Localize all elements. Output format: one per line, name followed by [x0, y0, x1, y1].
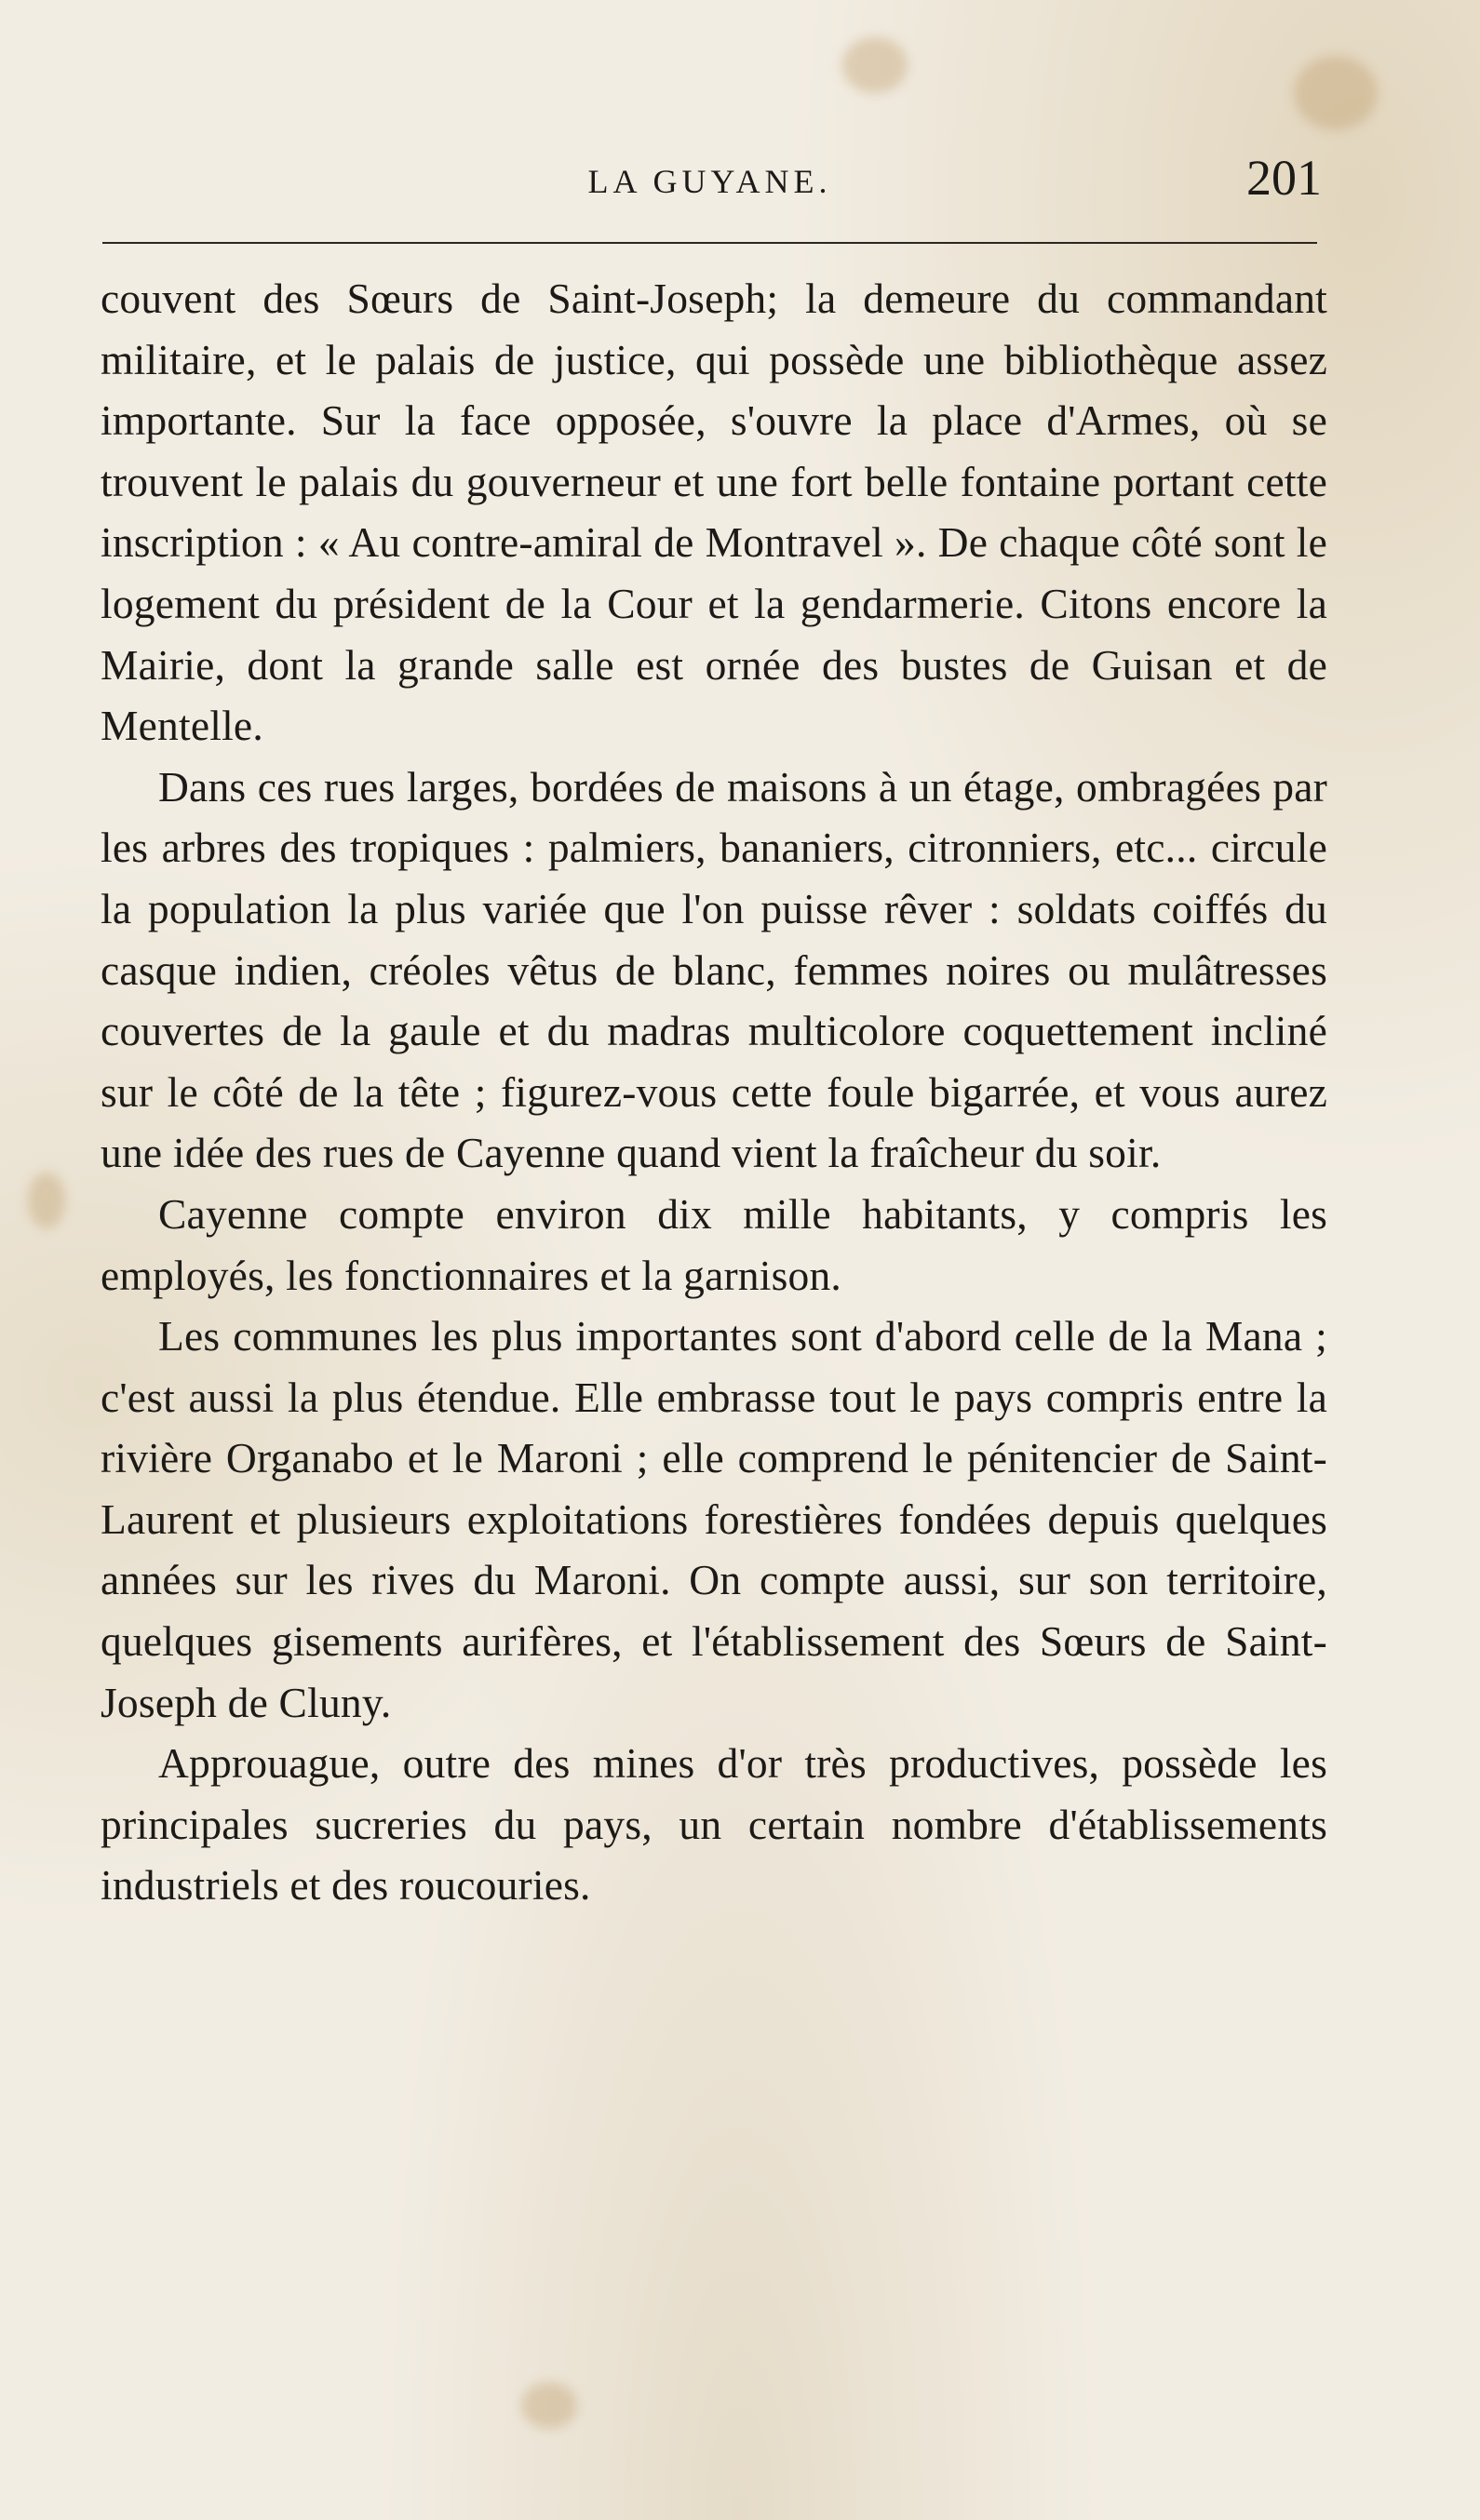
page-header — [98, 149, 1322, 214]
running-head: LA GUYANE. — [587, 163, 832, 200]
paragraph: Dans ces rues larges, bordées de maisons à un étage, ombragées par les arbres des tropiques : palmiers, bananiers, citronniers, etc... circule la population la plus variée que l'on puisse rêver : soldats coiffés du casque indien, créoles vêtus de blanc, femmes noires ou mulâtresses couvertes de la gaule et du madras multicolore coquettement incliné sur le côté de la tête ; figurez-vous cette foule bigarrée, et vous aurez une idée des rues de Cayenne quand vient la fraîcheur du soir. — [101, 762, 1327, 1177]
foxing-stain — [28, 1173, 65, 1228]
header-rule — [102, 242, 1317, 244]
foxing-stain — [842, 37, 908, 93]
page-number: 201 — [1246, 150, 1322, 206]
foxing-stain — [521, 2382, 577, 2429]
paragraph: Approuague, outre des mines d'or très productives, possède les principales sucreries du pays, un certain nombre d'établissements industriels et des roucouries. — [101, 1739, 1327, 1910]
paragraph: Cayenne compte environ dix mille habitants, y compris les employés, les fonctionnaires et la garnison. — [101, 1189, 1327, 1299]
foxing-stain — [1294, 56, 1378, 130]
body-text — [101, 268, 1327, 1916]
paragraph: couvent des Sœurs de Saint-Joseph; la demeure du commandant militaire, et le palais de justice, qui possède une bibliothèque assez importante. Sur la face opposée, s'ouvre la place d'Armes, où se trouvent le palais du gouverneur et une fort belle fontaine portant cette inscription : « Au contre-amiral de Montravel ». De chaque côté sont le logement du président de la Cour et la gendarmerie. Citons encore la Mairie, dont la grande salle est ornée des bustes de Guisan et de Mentelle. — [101, 275, 1327, 750]
paragraph: Les communes les plus importantes sont d'abord celle de la Mana ; c'est aussi la plus étendue. Elle embrasse tout le pays compris entre la rivière Organabo et le Maroni ; elle comprend le pénitencier de Saint-Laurent et plusieurs exploitations forestières fondées depuis quelques années sur les rives du Maroni. On compte aussi, sur son territoire, quelques gisements aurifères, et l'établissement des Sœurs de Saint-Joseph de Cluny. — [101, 1312, 1327, 1726]
